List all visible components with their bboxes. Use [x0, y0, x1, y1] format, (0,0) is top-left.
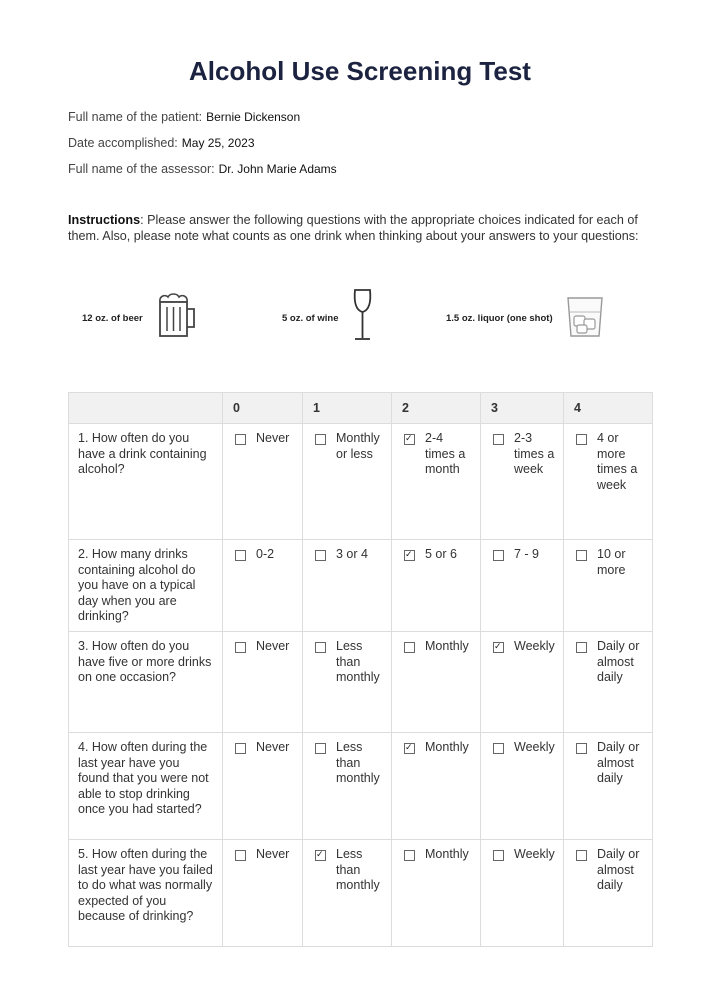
instructions [68, 212, 648, 244]
patient-name-value[interactable]: Bernie Dickenson [206, 110, 301, 124]
answer-cell [564, 540, 653, 632]
checkbox[interactable] [576, 550, 587, 561]
answer-option[interactable] [233, 847, 294, 863]
answer-cell [481, 424, 564, 540]
drink-beer [82, 290, 199, 346]
question-row [69, 424, 653, 540]
question-text: 5. How often during the last year have you failed to do what was normally expected of you because of drinking? [69, 840, 223, 947]
answer-option[interactable] [233, 639, 294, 655]
answer-label: Weekly [514, 847, 555, 861]
checkbox-checked[interactable] [493, 642, 504, 653]
drink-beer-label: 12 oz. of beer [82, 312, 143, 324]
checkbox-checked[interactable] [404, 550, 415, 561]
answer-option[interactable] [491, 847, 555, 863]
wine-glass-icon [350, 288, 376, 349]
instructions-text: : Please answer the following questions with the appropriate choices indicated for each of them. Also, please note what counts as one drink when thinking about your answers to your questions: [68, 213, 639, 243]
question-text: 1. How often do you have a drink containing alcohol? [69, 424, 223, 540]
answer-label: Monthly [425, 847, 469, 861]
assessor-name-label: Full name of the assessor: [68, 162, 215, 176]
answer-option[interactable] [313, 847, 383, 894]
checkbox[interactable] [493, 743, 504, 754]
answer-label: 4 or more times a week [597, 431, 638, 492]
answer-cell [564, 840, 653, 947]
answer-cell [392, 632, 481, 733]
answer-cell [564, 733, 653, 840]
answer-option[interactable] [233, 431, 294, 447]
checkbox[interactable] [315, 743, 326, 754]
answer-label: Daily or almost daily [597, 740, 640, 785]
checkbox[interactable] [235, 642, 246, 653]
answer-label: 2-3 times a week [514, 431, 555, 476]
answer-option[interactable] [313, 740, 383, 787]
answer-option[interactable] [491, 431, 555, 478]
question-row [69, 733, 653, 840]
checkbox[interactable] [315, 642, 326, 653]
answer-label: Never [256, 431, 290, 445]
answer-label: Daily or almost daily [597, 639, 640, 684]
answer-option[interactable] [574, 847, 644, 894]
checkbox[interactable] [404, 850, 415, 861]
patient-name-label: Full name of the patient: [68, 110, 203, 124]
answer-cell [223, 733, 303, 840]
answer-option[interactable] [233, 740, 294, 756]
drink-wine [282, 290, 376, 346]
answer-option[interactable] [402, 639, 472, 655]
answer-cell [392, 733, 481, 840]
checkbox[interactable] [235, 434, 246, 445]
header-score-0: 0 [223, 393, 303, 424]
question-row [69, 540, 653, 632]
date-field [68, 136, 255, 150]
checkbox[interactable] [493, 550, 504, 561]
answer-label: 2-4 times a month [425, 431, 466, 476]
answer-label: Monthly [425, 639, 469, 653]
date-value[interactable]: May 25, 2023 [181, 136, 255, 150]
answer-cell [303, 733, 392, 840]
checkbox[interactable] [404, 642, 415, 653]
checkbox-checked[interactable] [404, 743, 415, 754]
answer-label: Less than monthly [336, 740, 380, 785]
answer-cell [303, 840, 392, 947]
header-score-4: 4 [564, 393, 653, 424]
page-title: Alcohol Use Screening Test [189, 56, 531, 86]
checkbox[interactable] [493, 850, 504, 861]
answer-option[interactable] [402, 847, 472, 863]
answer-cell [223, 540, 303, 632]
checkbox[interactable] [576, 850, 587, 861]
checkbox[interactable] [576, 434, 587, 445]
drink-liquor-label: 1.5 oz. liquor (one shot) [446, 312, 553, 324]
question-text: 4. How often during the last year have you found that you were not able to stop drinking once you had started? [69, 733, 223, 840]
question-row [69, 632, 653, 733]
question-text: 3. How often do you have five or more drinks on one occasion? [69, 632, 223, 733]
answer-label: 3 or 4 [336, 547, 368, 561]
answer-cell [481, 840, 564, 947]
checkbox[interactable] [235, 743, 246, 754]
answer-cell [392, 540, 481, 632]
answer-option[interactable] [574, 431, 644, 493]
answer-cell [392, 424, 481, 540]
answer-cell [303, 540, 392, 632]
liquor-glass-icon [565, 292, 605, 345]
answer-cell [564, 632, 653, 733]
answer-option[interactable] [491, 547, 555, 563]
answer-option[interactable] [402, 547, 472, 563]
screening-table [68, 392, 653, 947]
answer-option[interactable] [233, 547, 294, 563]
drink-wine-label: 5 oz. of wine [282, 312, 339, 324]
answer-cell [392, 840, 481, 947]
assessor-name-field [68, 162, 337, 176]
answer-cell [564, 424, 653, 540]
header-question [69, 393, 223, 424]
answer-cell [303, 632, 392, 733]
table-header-row [69, 393, 653, 424]
answer-cell [481, 632, 564, 733]
answer-label: Less than monthly [336, 639, 380, 684]
answer-cell [223, 424, 303, 540]
answer-cell [223, 840, 303, 947]
header-score-1: 1 [303, 393, 392, 424]
instructions-heading: Instructions [68, 213, 141, 227]
answer-option[interactable] [574, 740, 644, 787]
answer-label: 0-2 [256, 547, 275, 561]
answer-label: 5 or 6 [425, 547, 457, 561]
header-score-3: 3 [481, 393, 564, 424]
answer-option[interactable] [574, 547, 644, 578]
answer-option[interactable] [313, 547, 383, 563]
answer-option[interactable] [491, 639, 555, 655]
answer-cell [481, 540, 564, 632]
checkbox[interactable] [235, 550, 246, 561]
checkbox-checked[interactable] [315, 850, 326, 861]
answer-label: 7 - 9 [514, 547, 540, 561]
answer-label: Never [256, 740, 290, 754]
answer-label: Less than monthly [336, 847, 380, 892]
header-score-2: 2 [392, 393, 481, 424]
checkbox[interactable] [576, 743, 587, 754]
answer-label: Never [256, 847, 290, 861]
answer-label: Weekly [514, 740, 555, 754]
answer-option[interactable] [491, 740, 555, 756]
answer-option[interactable] [313, 431, 383, 462]
answer-label: Monthly or less [336, 431, 380, 461]
checkbox[interactable] [315, 434, 326, 445]
answer-option[interactable] [402, 431, 472, 478]
checkbox[interactable] [576, 642, 587, 653]
answer-label: Monthly [425, 740, 469, 754]
checkbox-checked[interactable] [404, 434, 415, 445]
checkbox[interactable] [315, 550, 326, 561]
beer-mug-icon [155, 292, 199, 345]
question-text: 2. How many drinks containing alcohol do you have on a typical day when you are drinking? [69, 540, 223, 632]
answer-option[interactable] [313, 639, 383, 686]
answer-option[interactable] [402, 740, 472, 756]
answer-label: 10 or more [597, 547, 626, 577]
question-row [69, 840, 653, 947]
answer-label: Daily or almost daily [597, 847, 640, 892]
answer-label: Weekly [514, 639, 555, 653]
assessor-name-value[interactable]: Dr. John Marie Adams [218, 162, 337, 176]
answer-cell [303, 424, 392, 540]
date-label: Date accomplished: [68, 136, 178, 150]
answer-cell [223, 632, 303, 733]
answer-label: Never [256, 639, 290, 653]
answer-cell [481, 733, 564, 840]
drink-liquor [446, 290, 605, 346]
checkbox[interactable] [493, 434, 504, 445]
patient-name-field [68, 110, 300, 124]
checkbox[interactable] [235, 850, 246, 861]
answer-option[interactable] [574, 639, 644, 686]
